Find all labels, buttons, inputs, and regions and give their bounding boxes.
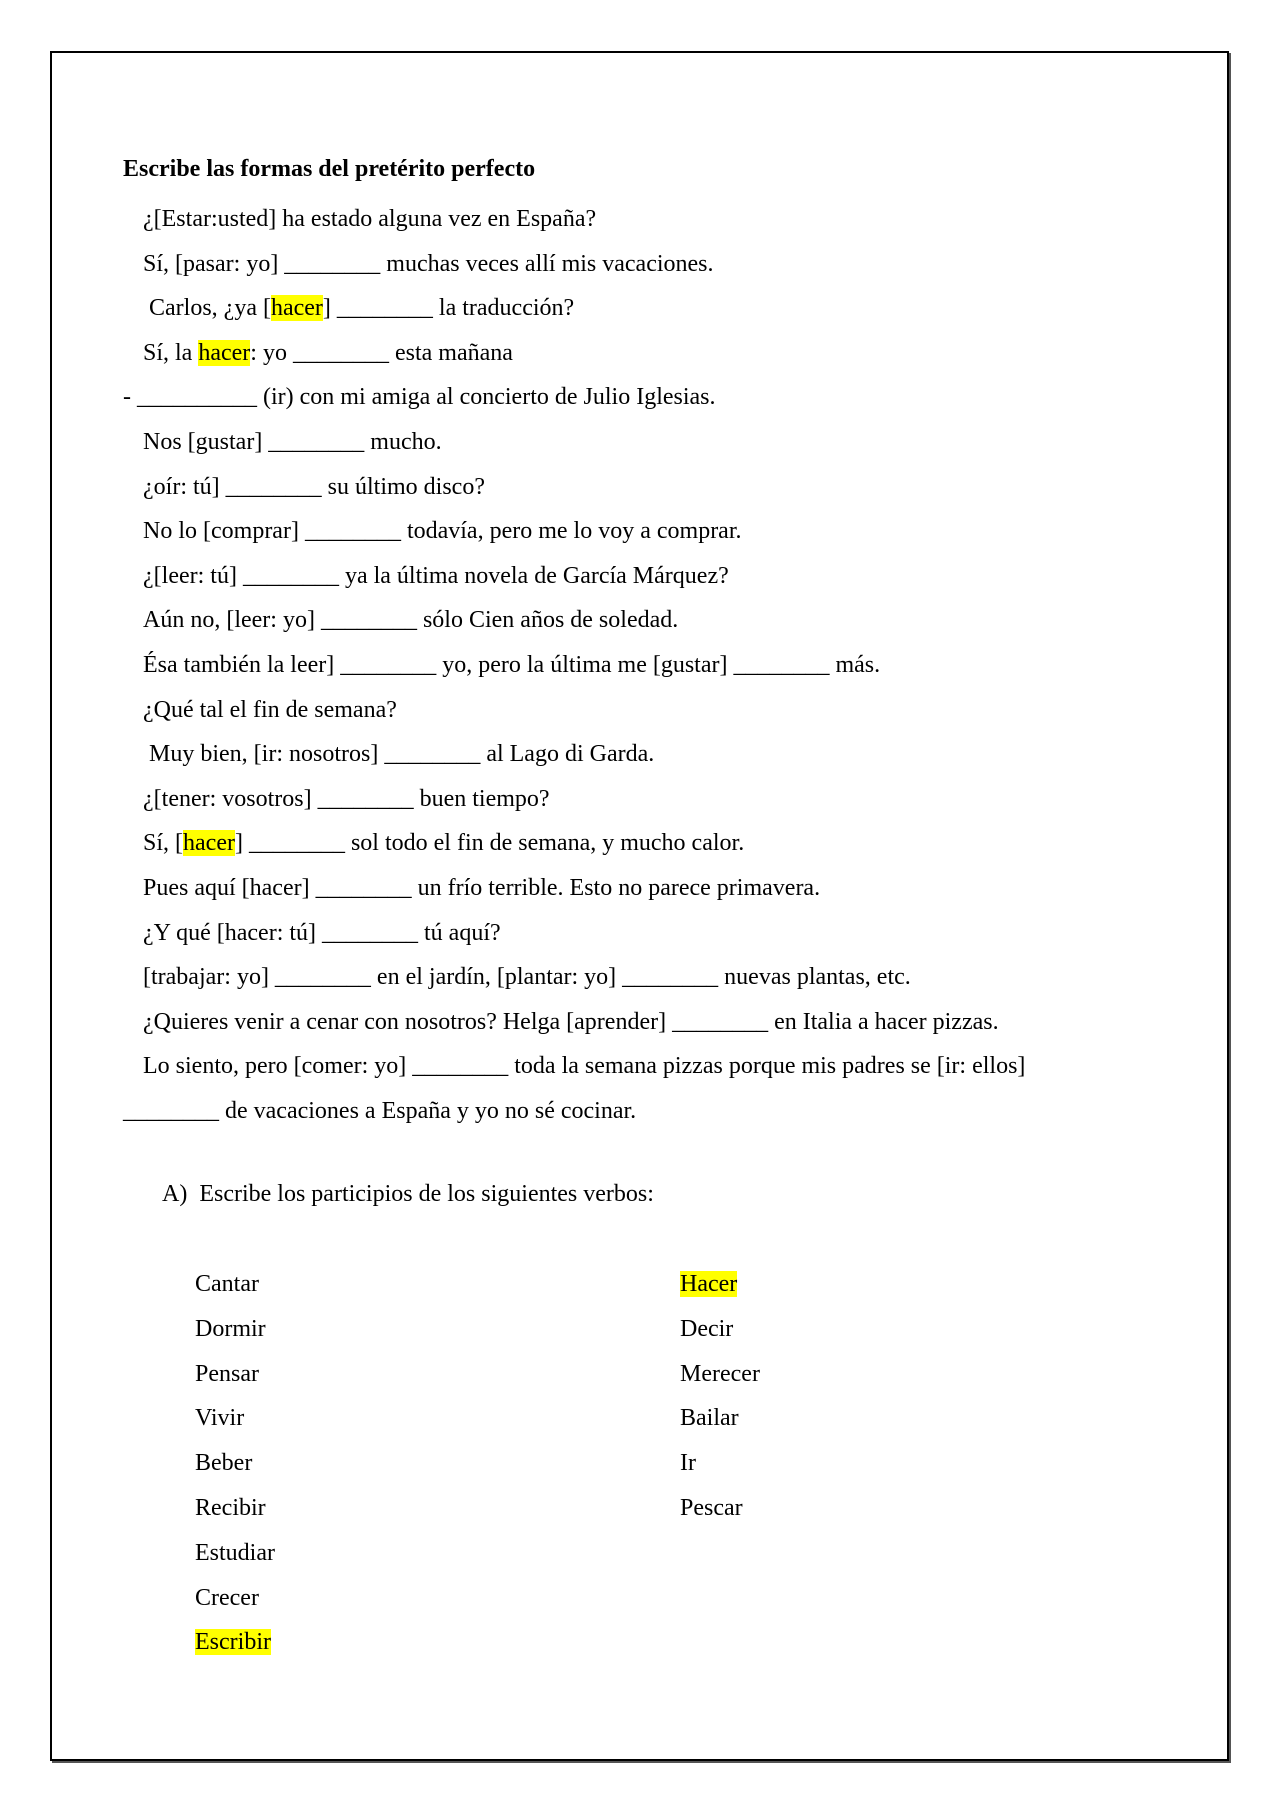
line-text: Nos [gustar] ________ mucho.	[143, 428, 442, 455]
verb-item	[195, 1262, 275, 1307]
exercise-line	[123, 911, 1123, 956]
exercise-content	[123, 152, 1123, 1133]
line-text: - __________ (ir) con mi amiga al concierto de Julio Iglesias.	[123, 384, 716, 411]
exercise-line	[123, 420, 1123, 465]
verb-item	[680, 1396, 760, 1441]
line-text: : yo ________ esta mañana	[250, 339, 513, 366]
exercise-line	[123, 866, 1123, 911]
section-a-marker: A)	[162, 1181, 188, 1207]
line-text: Carlos, ¿ya [	[149, 295, 271, 322]
highlighted-word: hacer	[270, 295, 323, 322]
verb-item	[680, 1262, 760, 1307]
exercise-line	[123, 375, 1123, 420]
exercise-line	[123, 1089, 1123, 1134]
line-text: Lo siento, pero [comer: yo] ________ toda la semana pizzas porque mis padres se [ir: ellos]	[143, 1053, 1026, 1080]
exercise-line	[123, 955, 1123, 1000]
line-text: ] ________ la traducción?	[322, 295, 575, 322]
line-text: ¿[tener: vosotros] ________ buen tiempo?	[143, 785, 550, 812]
line-text: ¿Y qué [hacer: tú] ________ tú aquí?	[143, 919, 501, 946]
line-text: ¿Quieres venir a cenar con nosotros? Helga [aprender] ________ en Italia a hacer pizzas.	[143, 1008, 999, 1035]
verb-text: Recibir	[195, 1494, 266, 1521]
verbs-left-column	[195, 1262, 275, 1665]
exercise-line	[123, 598, 1123, 643]
exercise-line	[123, 821, 1123, 866]
line-text: ¿oír: tú] ________ su último disco?	[143, 473, 485, 500]
highlighted-word: hacer	[198, 339, 251, 366]
line-text: Muy bien, [ir: nosotros] ________ al Lago di Garda.	[149, 741, 655, 768]
exercise-line	[123, 777, 1123, 822]
verb-text: Estudiar	[195, 1539, 275, 1566]
verb-item	[195, 1396, 275, 1441]
verb-text: Pescar	[680, 1494, 743, 1521]
line-text: Aún no, [leer: yo] ________ sólo Cien años de soledad.	[143, 607, 679, 634]
line-text: ¿[leer: tú] ________ ya la última novela de García Márquez?	[143, 562, 729, 589]
verb-item	[195, 1531, 275, 1576]
verb-item	[680, 1352, 760, 1397]
verbs-right-column	[680, 1262, 760, 1531]
verb-item	[195, 1576, 275, 1621]
verb-text: Merecer	[680, 1360, 760, 1387]
line-text: Ésa también la leer] ________ yo, pero la última me [gustar] ________ más.	[143, 651, 881, 678]
verb-item	[195, 1620, 275, 1665]
section-a-text: Escribe los participios de los siguientes verbos:	[199, 1181, 654, 1207]
exercise-line	[123, 1044, 1123, 1089]
verb-item	[195, 1352, 275, 1397]
line-text: No lo [comprar] ________ todavía, pero me lo voy a comprar.	[143, 518, 742, 545]
exercise-line	[123, 732, 1123, 777]
verb-text: Pensar	[195, 1360, 259, 1387]
verb-item	[680, 1486, 760, 1531]
verb-item	[680, 1307, 760, 1352]
exercise-title: Escribe las formas del pretérito perfecto	[123, 156, 536, 182]
line-text: Sí, [	[143, 830, 184, 857]
verb-item	[680, 1441, 760, 1486]
verb-text: Crecer	[195, 1584, 259, 1611]
line-text: ¿Qué tal el fin de semana?	[143, 696, 397, 723]
line-text: ¿[Estar:usted] ha estado alguna vez en España?	[143, 206, 597, 232]
exercise-line	[123, 197, 1123, 242]
exercise-lines	[123, 197, 1123, 1133]
verb-text: Ir	[680, 1450, 696, 1477]
exercise-line	[123, 331, 1123, 376]
exercise-line	[123, 688, 1123, 733]
exercise-line	[123, 465, 1123, 510]
highlighted-verb: Hacer	[680, 1271, 738, 1297]
exercise-line	[123, 286, 1123, 331]
line-text: ________ de vacaciones a España y yo no sé cocinar.	[123, 1097, 637, 1124]
verb-text: Beber	[195, 1450, 253, 1477]
line-text: Sí, [pasar: yo] ________ muchas veces allí mis vacaciones.	[143, 250, 714, 277]
verb-text: Bailar	[680, 1405, 739, 1432]
verb-text: Decir	[680, 1315, 734, 1342]
verb-text: Dormir	[195, 1315, 266, 1342]
line-text: [trabajar: yo] ________ en el jardín, [plantar: yo] ________ nuevas plantas, etc.	[143, 964, 911, 991]
exercise-line	[123, 509, 1123, 554]
exercise-line	[123, 242, 1123, 287]
highlighted-word: hacer	[183, 830, 235, 857]
exercise-line	[123, 1000, 1123, 1045]
verb-item	[195, 1441, 275, 1486]
verb-text: Cantar	[195, 1271, 259, 1297]
line-text: Pues aquí [hacer] ________ un frío terrible. Esto no parece primavera.	[143, 874, 821, 901]
exercise-line	[123, 643, 1123, 688]
line-text: ] ________ sol todo el fin de semana, y mucho calor.	[234, 830, 745, 857]
section-a-heading	[162, 1172, 654, 1216]
line-text: Sí, la	[143, 339, 199, 366]
exercise-line	[123, 554, 1123, 599]
verb-text: Vivir	[195, 1405, 245, 1432]
highlighted-verb: Escribir	[195, 1629, 271, 1656]
verb-item	[195, 1307, 275, 1352]
verb-item	[195, 1486, 275, 1531]
